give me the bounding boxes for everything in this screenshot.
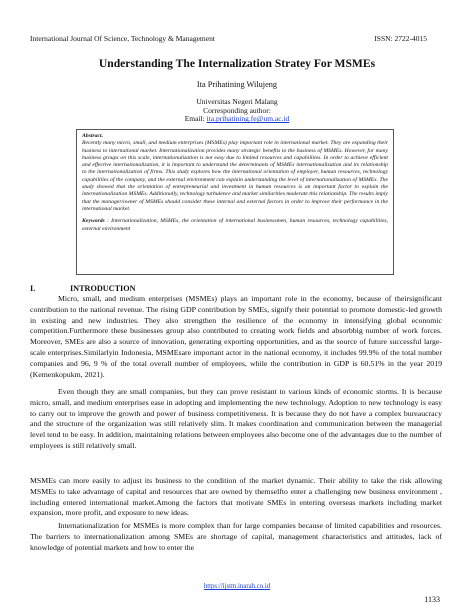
paragraph-text: Internationalization for MSMEs is more complex than for large companies because of limited capabilities and resources. The barriers to internationalization among SMEs are shortage of capital, management characteristics and attitudes, lack of knowledge of potential markets and how to enter the: [30, 521, 442, 552]
keywords-text: : Internationalization, MSMEs, the orientation of international businessmen, human resources, technology capabilities, external environment: [82, 218, 388, 232]
email-line: [0, 115, 474, 124]
paper-title: Understanding The Internalization Stratey For MSMEs: [98, 57, 376, 70]
section-title: INTRODUCTION: [70, 284, 136, 293]
page-number: 1133: [424, 595, 440, 604]
footer-url: [0, 583, 474, 590]
corresponding-label: Corresponding author:: [203, 105, 271, 115]
institution: Universitas Negeri Malang: [196, 97, 278, 106]
body-paragraph: [30, 521, 442, 553]
journal-name: International Journal Of Science, Technology & Management: [30, 34, 215, 43]
email-label: Email:: [184, 114, 207, 124]
abstract-box: [76, 129, 394, 275]
author-name: Ita Prihatining Wilujeng: [196, 80, 278, 89]
paragraph-text: Even though they are small companies, but they can prove resistant to various kinds of economic storms. It is because micro, small, and medium enterprises ease in adopting and implementing the new technology. Adoption to new technology is easy to carry out to improve the growth and power of business competitiveness. It is because they do not have a complex bureaucracy and the structure of the organization was still relatively slim. It makes coordination and communication between the managerial level tend to be easy. In addition, maintaining relations between employees also become one of the advantages due to the number of employees is still relatively small.: [30, 387, 442, 450]
keywords-label: Keywords: [82, 218, 105, 225]
body-paragraph: [30, 294, 442, 380]
abstract-heading: Abstract.: [82, 133, 104, 139]
abstract-text: Recently many micro, small, and medium enterprises (MSMEs) play important role in international market. They are expanding their business to international market. Internationalization provides many strategic benefits to the business of MSMEs. However, for many business groups on this scale, internationalization is not easy due to limited resources and capabilities. In order to achieve efficient and effective internationalization, it is important to understand the determinants of MSMEs internationalization and its relationship to the internationalization of firms. This study explores how the international orientation of employer, human resources, technology capabilities of the company, and the external environment can explain understanding the level of internationalization of MSMEs. The study showed that the orientation of entrepreneurial and investment in human resources is an important factor to explain the internationalization MSMEs. Additionally, technology turbulence and market similarities moderate this relationship. The results imply that the manager/owner of MSMEs should consider these internal and external factors in order to improve their performance in the international market.: [82, 140, 388, 212]
issn: ISSN: 2722-4015: [374, 34, 427, 43]
paragraph-text: Micro, small, and medium enterprises (MSMEs) plays an important role in the economy, because of theirsignificant contribution to the national revenue. The rising GDP contribution by SMEs, signify their potential to promote domestic-led growth in existing and new industries. They also strengthen the resilience of the economy in intensifying global economic competition.Furthermore these businesses group also contributed to creating work fields and absorbbig number of work forces. Moreover, SMEs are also a source of innovation, generating exporting opportunities, and as the source of future successful large-scale enterprises.Similarlyin Indonesia, MSMEsare important actor in the national economy, it includes 99.9% of the total number companies and 96, 9 % of the total overall number of employees, while the contribution in GDP is 60.51% in the year 2019 (Kemenkopukm, 2021).: [30, 294, 442, 379]
keywords: [82, 218, 388, 233]
paragraph-text: MSMEs can more easily to adjust its business to the condition of the market dynamic. Their ability to take the risk allowing MSMEs to take advantage of capital and resources that are owned by themselfto enter a challenging new business environment , including entered international market.Among the factors that motivate SMEs in entering overseas markets including market expansion, more profit, and exposure to new ideas.: [30, 476, 442, 518]
body-paragraph: [30, 476, 442, 519]
body-paragraph: [30, 387, 442, 452]
footer-link[interactable]: https://ijstm.inarah.co.id: [203, 583, 271, 590]
section-heading: [30, 284, 136, 293]
email-link[interactable]: ita.prihatining.fe@um.ac.id: [206, 114, 290, 124]
affiliation: [0, 98, 474, 124]
section-number: I.: [30, 284, 36, 293]
